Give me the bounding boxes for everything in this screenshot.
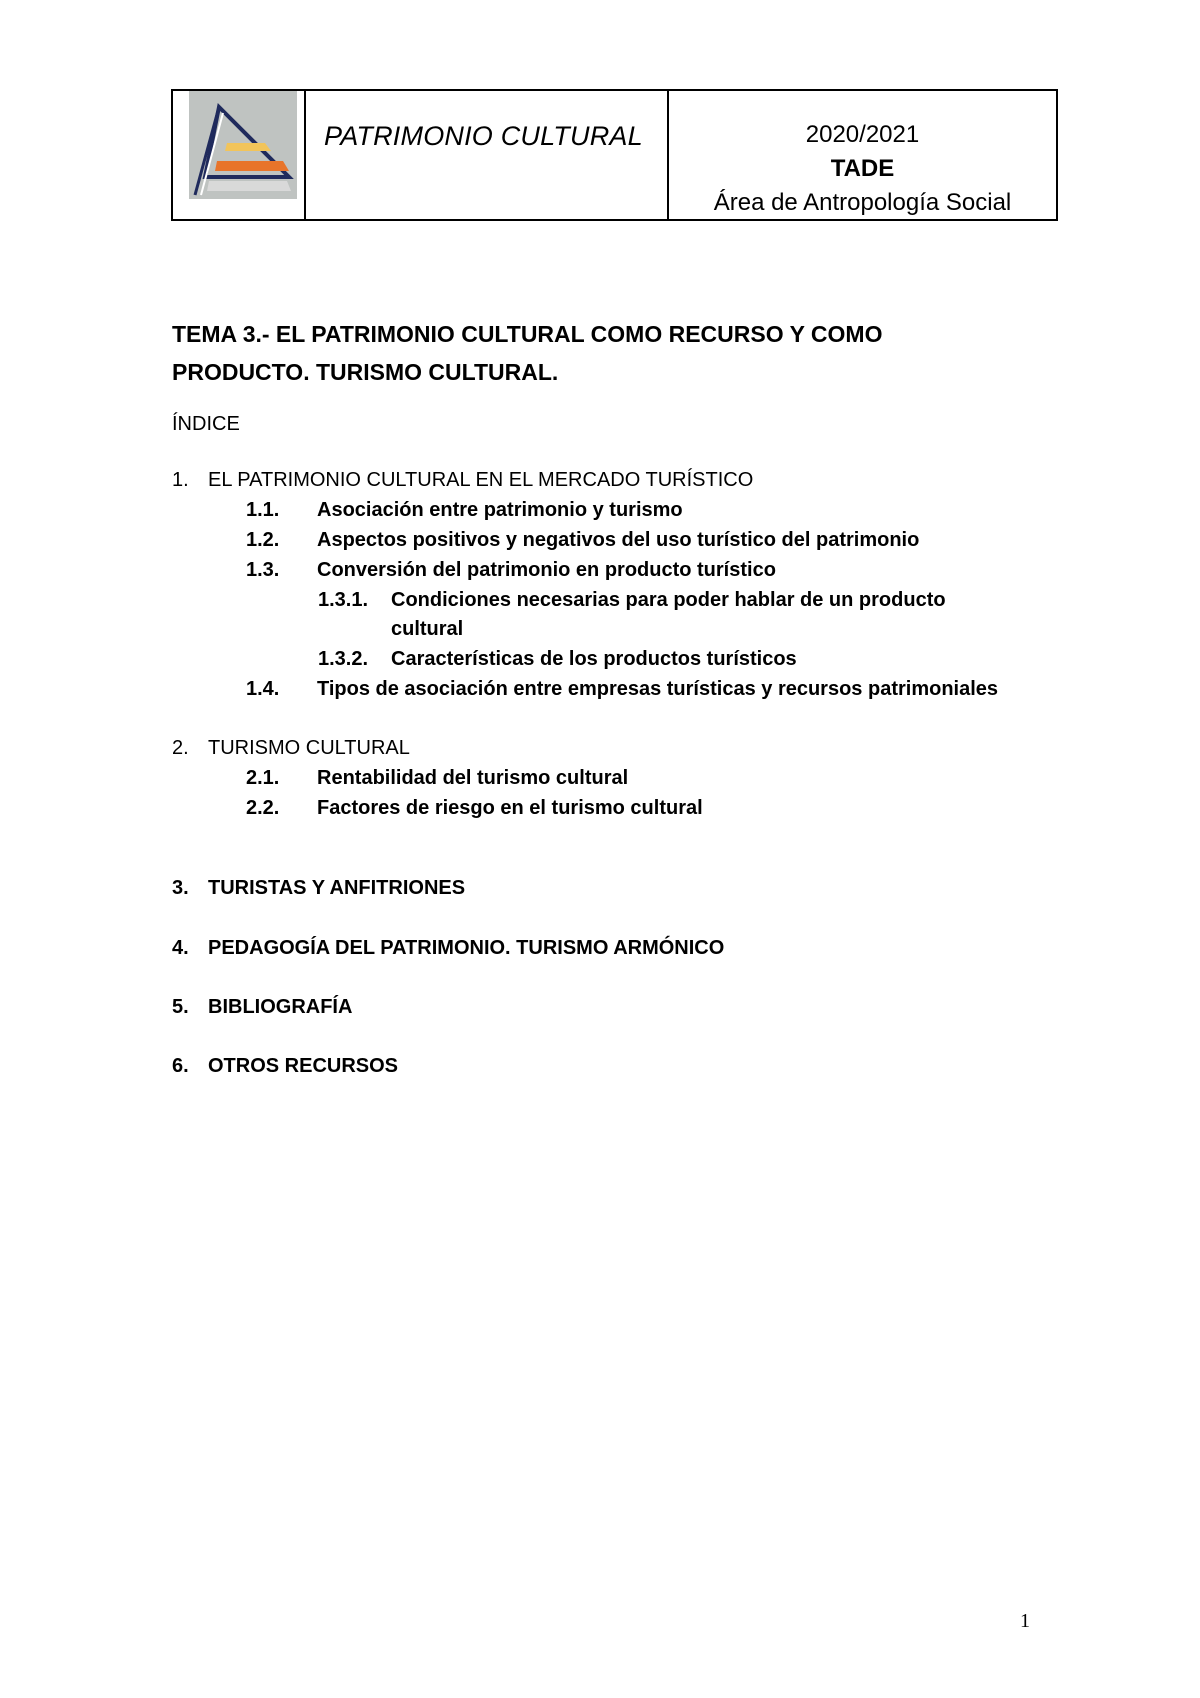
page-number: 1 — [1020, 1610, 1030, 1632]
toc-number: 2.1. — [246, 767, 280, 789]
toc-text: Tipos de asociación entre empresas turísticas y recursos patrimoniales — [317, 678, 999, 700]
toc-number: 1.3.2. — [318, 648, 369, 670]
toc-text: Conversión del patrimonio en producto turístico — [317, 559, 776, 581]
toc-number: 2.2. — [246, 797, 280, 819]
header-title-cell — [306, 91, 669, 219]
document-title-line-1: TEMA 3.- EL PATRIMONIO CULTURAL COMO RECURSO Y COMO — [172, 321, 883, 347]
academic-year: 2020/2021 — [805, 121, 920, 148]
toc-text: PEDAGOGÍA DEL PATRIMONIO. TURISMO ARMÓNICO — [208, 937, 725, 959]
toc-number: 1.4. — [246, 678, 280, 700]
toc-number: 6. — [172, 1055, 189, 1077]
toc-text: Asociación entre patrimonio y turismo — [317, 499, 683, 521]
toc-number: 1.3. — [246, 559, 280, 581]
toc-text: TURISMO CULTURAL — [208, 737, 410, 759]
document-title-line-2: PRODUCTO. TURISMO CULTURAL. — [172, 359, 559, 385]
toc-number: 1.3.1. — [318, 589, 369, 611]
index-heading: ÍNDICE — [172, 413, 240, 435]
toc-text: Condiciones necesarias para poder hablar de un producto — [391, 589, 946, 611]
toc-number: 4. — [172, 937, 189, 959]
program-name: TADE — [830, 155, 895, 182]
toc-text: BIBLIOGRAFÍA — [208, 996, 353, 1018]
document-title — [172, 315, 1072, 391]
header-table — [171, 89, 1058, 221]
toc-number: 1.2. — [246, 529, 280, 551]
toc-number: 1. — [172, 469, 189, 491]
department-area: Área de Antropología Social — [713, 189, 1012, 216]
toc-number: 5. — [172, 996, 189, 1018]
toc-text: OTROS RECURSOS — [208, 1055, 399, 1077]
toc-text: EL PATRIMONIO CULTURAL EN EL MERCADO TURÍSTICO — [208, 469, 754, 491]
toc-number: 2. — [172, 737, 189, 759]
course-title: PATRIMONIO CULTURAL — [324, 121, 643, 151]
toc-number: 1.1. — [246, 499, 280, 521]
header-info-cell — [669, 91, 1056, 219]
toc-text-continued: cultural — [391, 618, 464, 640]
toc-text: Características de los productos turísticos — [391, 648, 797, 670]
toc-text: Factores de riesgo en el turismo cultural — [317, 797, 703, 819]
toc-text: Rentabilidad del turismo cultural — [317, 767, 629, 789]
toc-text: TURISTAS Y ANFITRIONES — [208, 877, 466, 899]
toc-text: Aspectos positivos y negativos del uso turístico del patrimonio — [317, 529, 920, 551]
university-logo-icon — [189, 91, 297, 199]
toc-number: 3. — [172, 877, 189, 899]
header-logo-cell — [173, 91, 306, 219]
